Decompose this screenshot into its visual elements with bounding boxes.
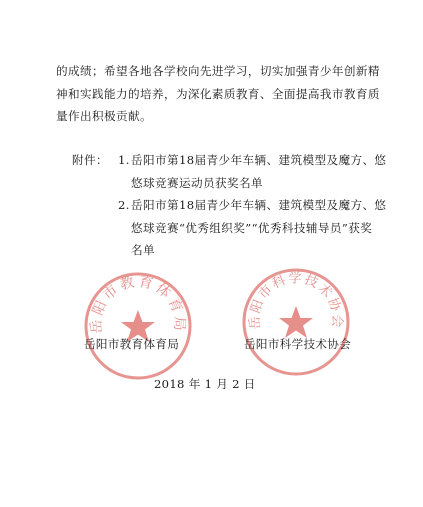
- attachment-number: 2.: [118, 198, 130, 212]
- signature-right: 岳阳市科学技术协会: [244, 337, 352, 351]
- body-paragraph: [56, 60, 380, 128]
- attachment-line: 岳阳市第18届青少年车辆、建筑模型及魔方、悠: [131, 198, 387, 212]
- official-seal-left: [82, 270, 194, 382]
- body-line: 量作出积极贡献。: [56, 109, 152, 123]
- official-seal-right: [240, 266, 352, 378]
- body-line: 的成绩；希望各地各学校向先进学习，切实加强青少年创新精: [56, 64, 380, 78]
- attachment-line: 悠球竞赛运动员获奖名单: [131, 175, 263, 190]
- body-line: 神和实践能力的培养，为深化素质教育、全面提高我市教育质: [56, 86, 380, 101]
- svg-text:岳阳市科学技术协会: 岳阳市科学技术协会: [247, 271, 345, 330]
- attachment-line: 岳阳市第18届青少年车辆、建筑模型及魔方、悠: [131, 153, 387, 167]
- signature-left: 岳阳市教育体育局: [84, 337, 180, 351]
- attachment-line: 悠球竞赛“优秀组织奖”“优秀科技辅导员”获奖: [131, 220, 373, 235]
- attachments-label: 附件：: [72, 153, 108, 167]
- attachment-number: 1.: [118, 153, 130, 167]
- attachments-list: [56, 149, 387, 262]
- document-date: 2018 年 1 月 2 日: [154, 377, 256, 391]
- svg-text:岳阳市教育体育局: 岳阳市教育体育局: [88, 273, 188, 334]
- attachment-line: 名单: [131, 243, 155, 257]
